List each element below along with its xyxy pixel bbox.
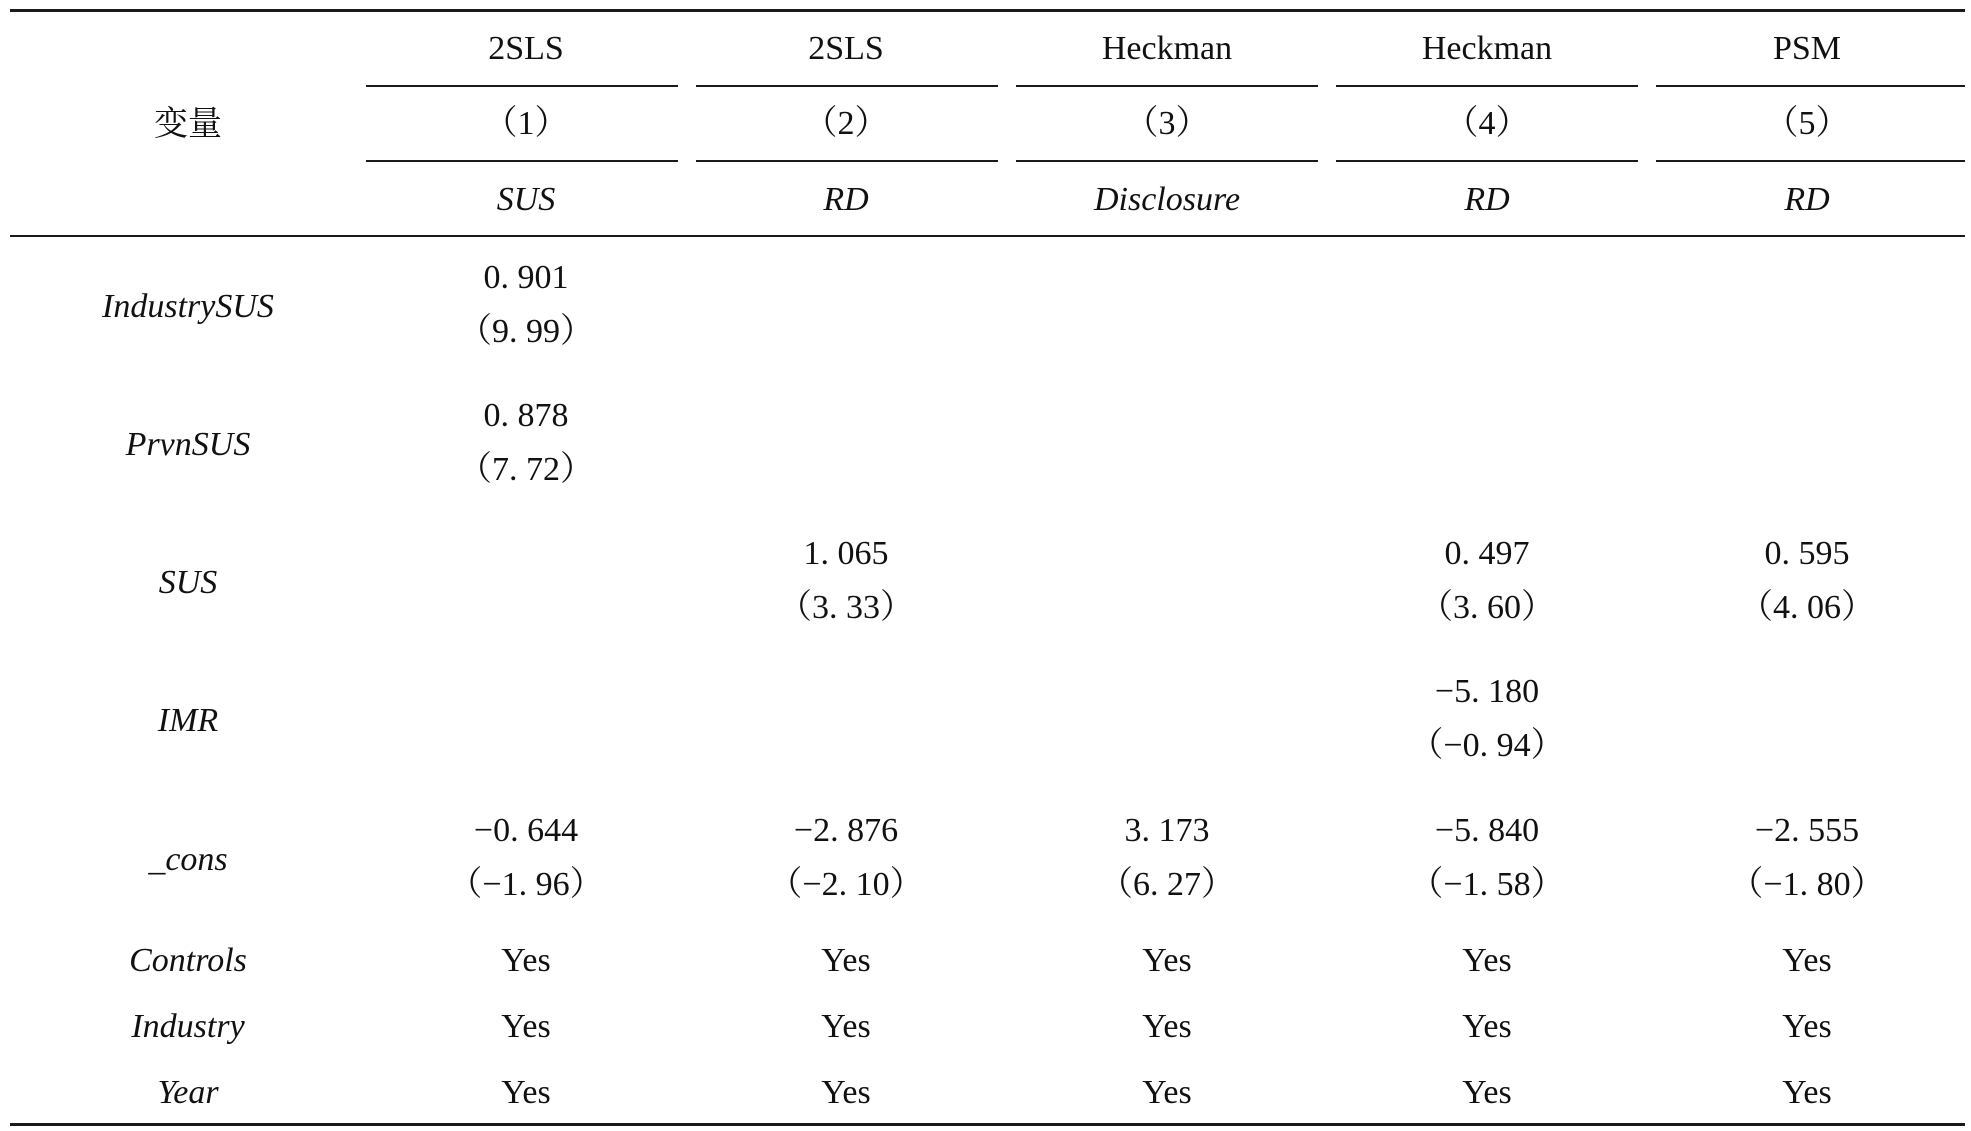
t-statistic: （3. 33）: [778, 589, 914, 626]
t-statistic: （−1. 96）: [448, 866, 604, 903]
coefficient-value: −2. 555: [1754, 812, 1860, 849]
industry-value-4: Yes: [1462, 1008, 1512, 1045]
coef-cell-r2-c1: [376, 399, 676, 487]
coef-cell-r5-c4: [1337, 814, 1637, 902]
header-rule-1-col1: [366, 85, 678, 87]
t-statistic: （6. 27）: [1099, 866, 1235, 903]
coef-cell-r1-c1: [376, 261, 676, 349]
coefficient-value: 0. 595: [1764, 535, 1850, 572]
method-header-2: 2SLS: [808, 30, 884, 67]
industry-value-2: Yes: [821, 1008, 871, 1045]
year-value-4: Yes: [1462, 1074, 1512, 1111]
t-statistic: （3. 60）: [1419, 589, 1555, 626]
dependent-variable-5: RD: [1784, 181, 1830, 218]
dependent-variable-4: RD: [1464, 181, 1510, 218]
header-rule-2-col3: [1016, 160, 1318, 162]
header-rule-1-col2: [696, 85, 998, 87]
industry-value-1: Yes: [501, 1008, 551, 1045]
coefficient-value: 1. 065: [803, 535, 889, 572]
row-label-year: Year: [157, 1074, 219, 1111]
coefficient-value: −2. 876: [793, 812, 899, 849]
t-statistic: （−1. 58）: [1409, 866, 1565, 903]
coef-cell-r5-c5: [1657, 814, 1957, 902]
controls-value-1: Yes: [501, 942, 551, 979]
dependent-variable-1: SUS: [496, 181, 556, 218]
dependent-variable-3: Disclosure: [1093, 181, 1241, 218]
row-label-industrysus: IndustrySUS: [102, 288, 274, 325]
year-value-3: Yes: [1142, 1074, 1192, 1111]
coefficient-value: −0. 644: [473, 812, 579, 849]
method-header-3: Heckman: [1101, 30, 1233, 67]
bottom-rule: [10, 1123, 1965, 1126]
column-number-1: （1）: [483, 105, 569, 142]
controls-value-2: Yes: [821, 942, 871, 979]
year-value-1: Yes: [501, 1074, 551, 1111]
header-rule-1-col3: [1016, 85, 1318, 87]
coef-cell-r5-c3: [1017, 814, 1317, 902]
year-value-5: Yes: [1782, 1074, 1832, 1111]
coef-cell-r3-c5: [1657, 537, 1957, 625]
column-number-3: （3）: [1124, 105, 1210, 142]
variable-column-header: 变量: [154, 104, 222, 144]
method-header-1: 2SLS: [488, 30, 564, 67]
coef-cell-r3-c4: [1337, 537, 1637, 625]
coefficient-value: 0. 878: [483, 397, 569, 434]
coefficient-value: 3. 173: [1124, 812, 1210, 849]
t-statistic: （−1. 80）: [1729, 866, 1885, 903]
coefficient-value: 0. 497: [1444, 535, 1530, 572]
column-number-2: （2）: [803, 105, 889, 142]
header-rule-2-col1: [366, 160, 678, 162]
coef-cell-r5-c2: [696, 814, 996, 902]
header-rule-2-col4: [1336, 160, 1638, 162]
row-label-sus: SUS: [158, 564, 218, 601]
t-statistic: （9. 99）: [458, 313, 594, 350]
header-rule-2-col5: [1656, 160, 1965, 162]
top-rule: [10, 9, 1965, 12]
column-number-5: （5）: [1764, 105, 1850, 142]
row-label-cons: _cons: [148, 841, 228, 878]
row-label-industry: Industry: [131, 1008, 245, 1045]
coefficient-value: 0. 901: [483, 259, 569, 296]
t-statistic: （−2. 10）: [768, 866, 924, 903]
row-label-controls: Controls: [129, 942, 247, 979]
coefficient-value: −5. 840: [1434, 812, 1540, 849]
controls-value-4: Yes: [1462, 942, 1512, 979]
header-rule-1-col4: [1336, 85, 1638, 87]
header-rule-1-col5: [1656, 85, 1965, 87]
row-label-prvnsus: PrvnSUS: [125, 426, 251, 463]
t-statistic: （−0. 94）: [1409, 727, 1565, 764]
t-statistic: （4. 06）: [1739, 589, 1875, 626]
coef-cell-r3-c2: [696, 537, 996, 625]
method-header-4: Heckman: [1421, 30, 1553, 67]
coefficient-value: −5. 180: [1434, 673, 1540, 710]
header-rule-2-col2: [696, 160, 998, 162]
method-header-5: PSM: [1772, 30, 1842, 67]
header-bottom-rule: [10, 235, 1965, 237]
column-number-4: （4）: [1444, 105, 1530, 142]
dependent-variable-2: RD: [823, 181, 869, 218]
coef-cell-r4-c4: [1337, 675, 1637, 763]
t-statistic: （7. 72）: [458, 451, 594, 488]
controls-value-3: Yes: [1142, 942, 1192, 979]
industry-value-5: Yes: [1782, 1008, 1832, 1045]
year-value-2: Yes: [821, 1074, 871, 1111]
row-label-imr: IMR: [157, 702, 219, 739]
industry-value-3: Yes: [1142, 1008, 1192, 1045]
controls-value-5: Yes: [1782, 942, 1832, 979]
coef-cell-r5-c1: [376, 814, 676, 902]
